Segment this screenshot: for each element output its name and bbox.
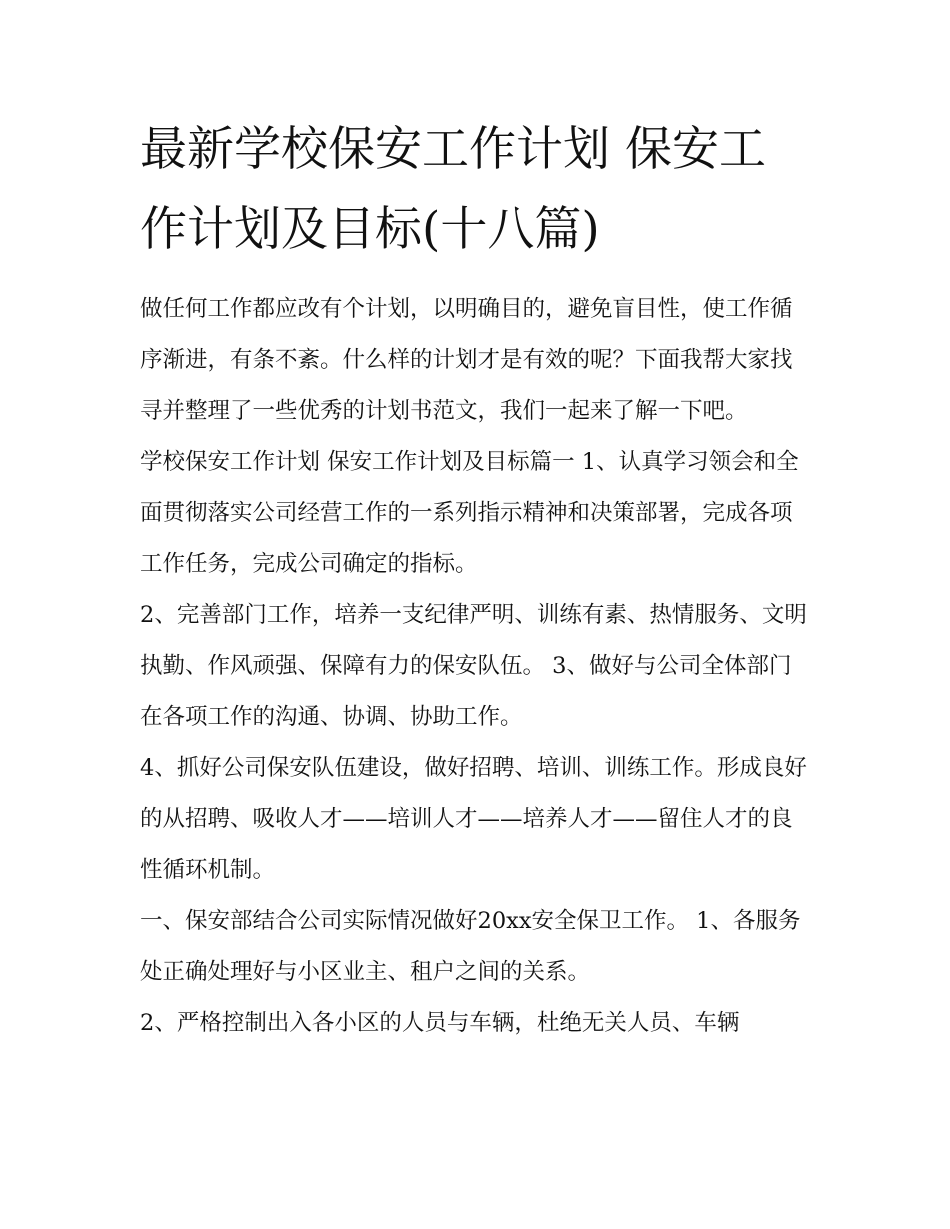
paragraph-intro: 做任何工作都应改有个计划，以明确目的，避免盲目性，使工作循序渐进，有条不紊。什么样的计划才是有效的呢？下面我帮大家找寻并整理了一些优秀的计划书范文，我们一起来了解一下吧。	[140, 296, 793, 424]
paragraph-4: 一、保安部结合公司实际情况做好20xx安全保卫工作。 1、各服务处正确处理好与小区业主、租户之间的关系。	[140, 908, 801, 985]
paragraph-1: 学校保安工作计划 保安工作计划及目标篇一 1、认真学习领会和全面贯彻落实公司经营工作的一系列指示精神和决策部署，完成各项工作任务，完成公司确定的指标。	[140, 449, 799, 577]
paragraph-3: 4、抓好公司保安队伍建设，做好招聘、培训、训练工作。形成良好的从招聘、吸收人才——培训人才——培养人才——留住人才的良性循环机制。	[140, 755, 807, 883]
document-page	[140, 110, 812, 1049]
paragraph-2: 2、完善部门工作，培养一支纪律严明、训练有素、热情服务、文明执勤、作风顽强、保障有力的保安队伍。 3、做好与公司全体部门在各项工作的沟通、协调、协助工作。	[140, 602, 807, 730]
paragraph-5: 2、严格控制出入各小区的人员与车辆，杜绝无关人员、车辆	[140, 1010, 740, 1036]
document-title: 最新学校保安工作计划 保安工作计划及目标(十八篇)	[140, 122, 766, 257]
